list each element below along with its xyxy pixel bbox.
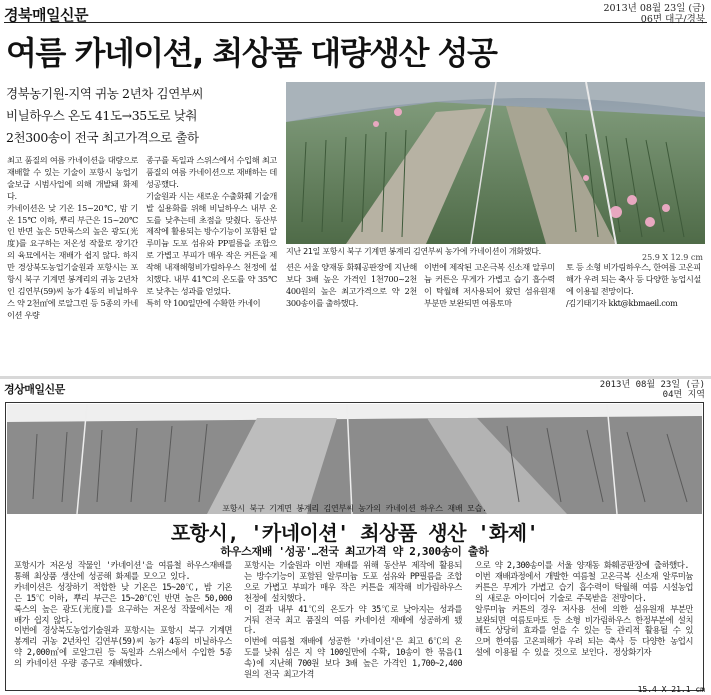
- header-rule: [4, 22, 707, 23]
- subhead-3: 2천300송이 전국 최고가격으로 출하: [6, 130, 199, 145]
- photo-caption: 포항시 북구 기계면 봉계리 김연부씨 농가의 카네이션 하우스 재배 모습.: [222, 504, 487, 513]
- date-line: 2013년 08월 23일 (금): [599, 380, 705, 390]
- photo-caption: 지난 21일 포항시 북구 기계면 봉계리 김연부씨 농가에 카네이션이 개화했다.: [286, 247, 541, 256]
- paragraph: 이번에 제작된 고온극복 신소재 알루미늄 커튼은 무게가 가볍고 습기 흡수력이 탁월해 저사용되어 왔던 섬유원재 부분만 보완되면 여름토마: [424, 262, 555, 308]
- clipping-size: 15.4 X 21.1 cm: [637, 685, 705, 694]
- paragraph: 션은 서울 양재동 화훼공판장에 지난해 보다 3배 높은 가격인 1천700~2천400원의 높은 최고가격으로 약 2천300송이를 출하했다.: [286, 262, 417, 308]
- body-column-2: 포항시는 기술원과 이번 재배를 위해 동산부 제작에 활용되는 방수기능이 포함된 알루미늄 도포 섬유와 PP필름을 조합으로 가볍고 부피가 매우 작은 커튼을 제작해 비가림하우스 천정에 설치했다. 이 결과 내부 41℃의 온도가 약 35℃로 낮아지는 성과를 거둬 전국 최고 품질의 여름 카네이션 재배에 성공하게 됐다. 이번에 여름철 재배에 성공한 '카네이션'은 최고 6℃의 온도를 낮춰 심은 지 약 100일만에 수확, 10송이 한 묶음(1속)에 지난해 700원 보다 3배 높은 가격인 1,700~2,400원의 전국 최고가격: [244, 560, 462, 680]
- subhead: 하우스재배 '성공'…전국 최고가격 약 2,300송이 출하: [220, 545, 489, 558]
- publication-date: [600, 380, 705, 400]
- body-column-1: 포항시가 저온성 작물인 '카네이션'을 여름철 하우스재배를 통해 최상품 생산에 성공해 화제를 모으고 있다. 카네이션은 성장하기 적합한 낮 기온은 15~20℃, 밤 기온은 15℃ 이하, 뿌리 부근은 15~20℃인 반면 높은 50,000룩스의 높은 광도(光度)를 요구하는 저온성 작물에서는 재배가 쉽지 않다. 이번에 경상북도농업기술원과 포항시는 포항시 북구 기계면 봉계리 귀농 2년차인 김연부(59)씨 농가 4동의 비닐하우스 약 2,000㎡에 로알그린 등 독일과 스위스에서 수입한 5종의 카네이션 우량 종구로 재배했다.: [14, 560, 232, 669]
- edition-line: 04면 지역: [662, 390, 705, 400]
- headline: 포항시, '카네이션' 최상품 생산 '화제': [170, 521, 539, 545]
- paragraph: 토 등 소형 비가림하우스, 한여름 고온피해가 우려 되는 축사 등 다양한 농업시설에 이용될 전망이다.: [566, 262, 701, 296]
- article-box: [5, 402, 704, 691]
- subhead-1: 경북농기원-지역 귀농 2년차 김연부씨: [6, 86, 204, 101]
- clipping-gyeongsang-maeil: [0, 379, 711, 695]
- newspaper-logo: 경상매일신문: [4, 383, 65, 396]
- paragraph: 특히 약 100일만에 수확한 카네이: [146, 297, 261, 308]
- greenhouse-photo: [7, 404, 702, 514]
- paragraph: 종구를 독일과 스위스에서 수입해 최고 품질의 여름 카네이션으로 재배하는 데 성공했다.: [146, 155, 277, 189]
- clipping-size: 25.9 X 12.9 cm: [641, 253, 703, 262]
- newspaper-logo: 경북매일신문: [4, 6, 88, 24]
- greenhouse-photo: [286, 82, 705, 244]
- body-column-3: 으로 약 2,300송이를 서울 양재동 화훼공판장에 출하했다. 이번 재배과정에서 개발한 여름철 고온극복 신소재 알루미늄 커튼은 무게가 가볍고 습기 흡수력이 탁월해 여름 시설농업의 새로운 아이디어 기술로 주목받을 전망이다. 알루미늄 커튼의 경우 저사용 선에 의한 섬유원재 부분만 보완되면 여름토마토 등 소형 비가림하우스 한정부분에 설치해도 상당히 효과를 얻을 수 있는 등 관리적 활용될 수 있으며 한여름 고온피해가 우려 되는 축사 등 다양한 농업시설에 이용될 수 있을 것으로 보인다. 정상화기자: [475, 560, 693, 658]
- subhead-2: 비닐하우스 온도 41도→35도로 낮춰: [6, 108, 198, 123]
- edition-line: 06면 대구/경북: [640, 14, 705, 25]
- paragraph: 기술원과 시는 새로운 수출화훼 기술개발 실용화를 위해 비닐하우스 내부 온도를 낮추는데 초점을 맞췄다. 동산부 제작에 활용되는 방수기능이 포함된 알루미늄 도포 섬유와 PP필름을 조합으로 가볍고 부피가 매우 작은 커튼을 제작해 내재해형비가림하우스 천정에 설치했다. 내부 41℃의 온도를 약 35℃로 낮추는 성과를 얻었다.: [146, 190, 277, 296]
- body-column-4: [424, 262, 555, 362]
- date-line: 2013년 08월 23일 (금): [603, 3, 705, 14]
- body-column-1: [7, 155, 138, 361]
- body-column-3: [286, 262, 417, 362]
- paragraph: 최고 품질의 여름 카네이션을 대량으로 재배할 수 있는 기술이 포항시 농업기술보급 시범사업에 의해 개발돼 화제다.: [7, 155, 138, 201]
- body-column-2: [146, 155, 277, 361]
- headline: 여름 카네이션, 최상품 대량생산 성공: [6, 34, 497, 72]
- paragraph: 카네이션은 낮 기온 15~20℃, 밤 기온 15℃ 이하, 뿌리 부근은 15~20℃인 반면 높은 5만룩스의 높은 광도(光度)를 요구하는 저온성 작물로 장기간의 육묘에서는 재배가 쉽지 않다. 하지만 경상북도농업기술원과 포항시는 포항시 북구 기계면 봉계리의 귀농 2년차인 김연부(59)씨 농가 4동의 비닐하우스 약 2천㎡에 로알그린 등 5종의 카네이션 우량: [7, 202, 138, 320]
- body-column-5: [566, 262, 701, 362]
- byline: /김기태기자 kkt@kbmaeil.com: [566, 297, 678, 308]
